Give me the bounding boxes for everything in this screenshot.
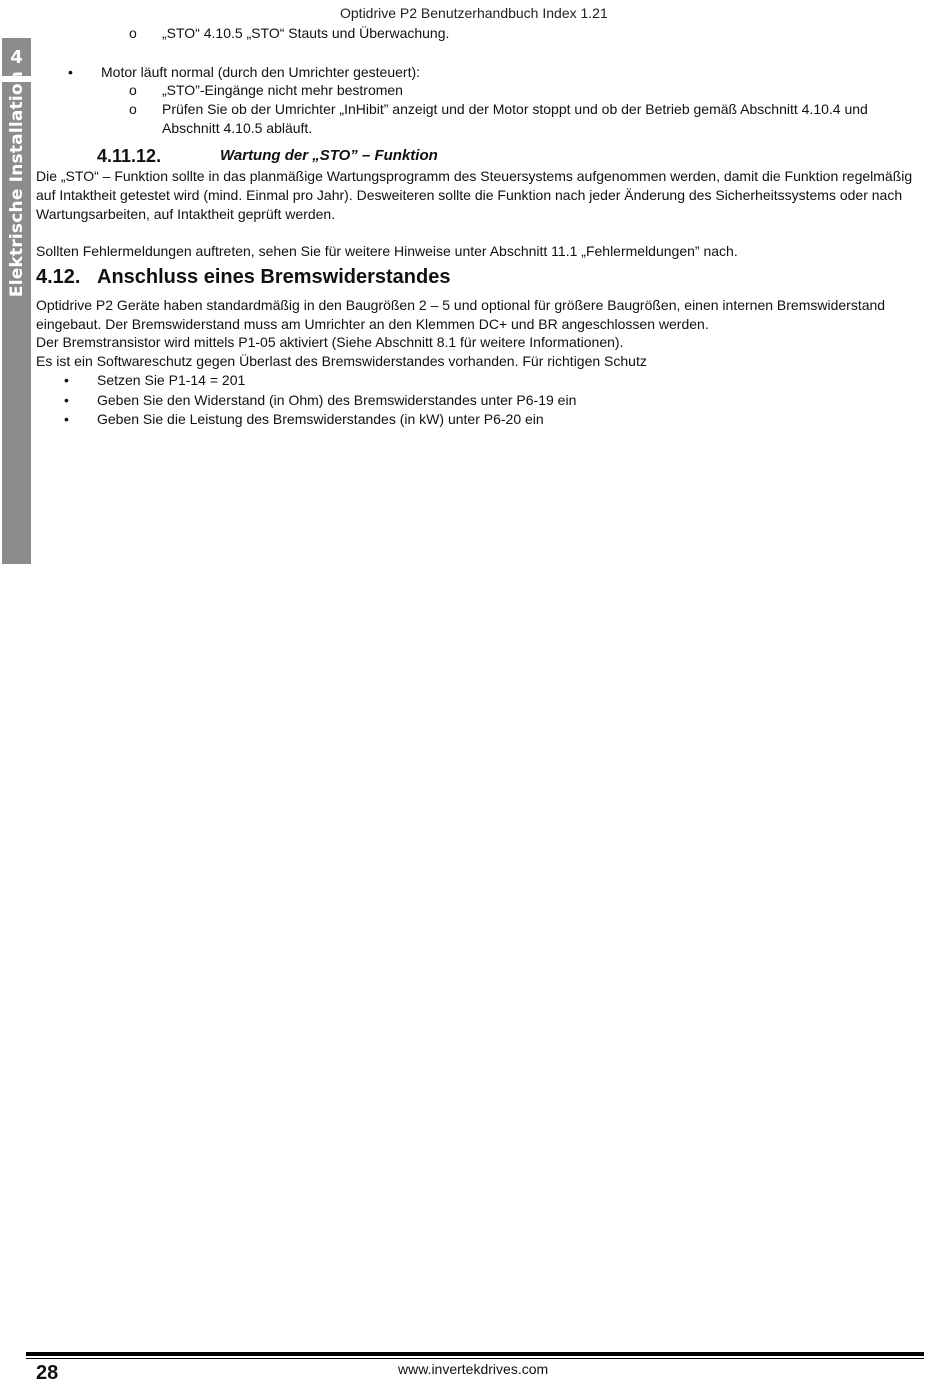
bullet-marker: •: [64, 372, 69, 388]
list-item-motor-running: Motor läuft normal (durch den Umrichter gesteuert):: [101, 64, 421, 80]
paragraph-line: Es ist ein Softwareschutz gegen Überlast des Bremswiderstandes vorhanden. Für richtigen Schutz: [36, 353, 647, 369]
list-item-set-p6-20: Geben Sie die Leistung des Bremswiderstandes (in kW) unter P6-20 ein: [97, 411, 544, 427]
section-title-brake-resistor: Anschluss eines Bremswiderstandes: [97, 266, 451, 288]
sub-bullet-marker: o: [129, 82, 137, 98]
chapter-number: 4: [10, 46, 23, 68]
sub-bullet-marker: o: [129, 25, 137, 41]
footer-rule: [26, 1352, 924, 1356]
sub-bullet-marker: o: [129, 101, 137, 117]
section-number-4-11-12: 4.11.12.: [97, 146, 162, 166]
footer-rule-thin: [26, 1358, 924, 1359]
bullet-marker: •: [64, 392, 69, 408]
section-title-sto-maintenance: Wartung der „STO” – Funktion: [220, 147, 438, 164]
paragraph-line: Wartungsarbeiten, auf Intaktheit geprüft werden.: [36, 206, 336, 222]
bullet-marker: •: [68, 64, 73, 80]
sub-list-item-sto-inputs: „STO”-Eingänge nicht mehr bestromen: [162, 82, 403, 98]
section-number-4-12: 4.12.: [36, 266, 81, 288]
list-item-set-p6-19: Geben Sie den Widerstand (in Ohm) des Bremswiderstandes unter P6-19 ein: [97, 392, 577, 408]
sub-list-item-check-inhibit-cont: Abschnitt 4.10.5 abläuft.: [162, 120, 313, 136]
list-item-set-p1-14: Setzen Sie P1-14 = 201: [97, 372, 246, 388]
document-header-title: Optidrive P2 Benutzerhandbuch Index 1.21: [340, 5, 608, 21]
paragraph-line: Die „STO“ – Funktion sollte in das planmäßige Wartungsprogramm des Steuersystems aufgenommen werden, damit die Funktion regelmäßig: [36, 168, 913, 184]
sub-list-item-check-inhibit: Prüfen Sie ob der Umrichter „InHibit” anzeigt und der Motor stoppt und ob der Betrieb gemäß Abschnitt 4.10.4 und: [162, 101, 868, 117]
chapter-label: Elektrische Installation: [7, 70, 27, 298]
paragraph-line: Der Bremstransistor wird mittels P1-05 aktiviert (Siehe Abschnitt 8.1 für weitere Informationen).: [36, 334, 624, 350]
footer-website-url: www.invertekdrives.com: [398, 1361, 549, 1377]
paragraph-line: auf Intaktheit getestet wird (mind. Einmal pro Jahr). Desweiteren sollte die Funktion nach jeder Änderung des Sicherheitssystems oder nach: [36, 187, 903, 203]
paragraph-line: eingebaut. Der Bremswiderstand muss am Umrichter an den Klemmen DC+ und BR angeschlossen werden.: [36, 316, 709, 332]
list-item-sto-status: „STO“ 4.10.5 „STO“ Stauts und Überwachung.: [162, 25, 450, 41]
bullet-marker: •: [64, 411, 69, 427]
paragraph-error-messages: Sollten Fehlermeldungen auftreten, sehen Sie für weitere Hinweise unter Abschnitt 11.1 „Fehlermeldungen” nach.: [36, 243, 738, 259]
page-number: 28: [36, 1362, 59, 1384]
paragraph-line: Optidrive P2 Geräte haben standardmäßig in den Baugrößen 2 – 5 und optional für größere Baugrößen, einen internen Bremswiderstand: [36, 297, 886, 313]
